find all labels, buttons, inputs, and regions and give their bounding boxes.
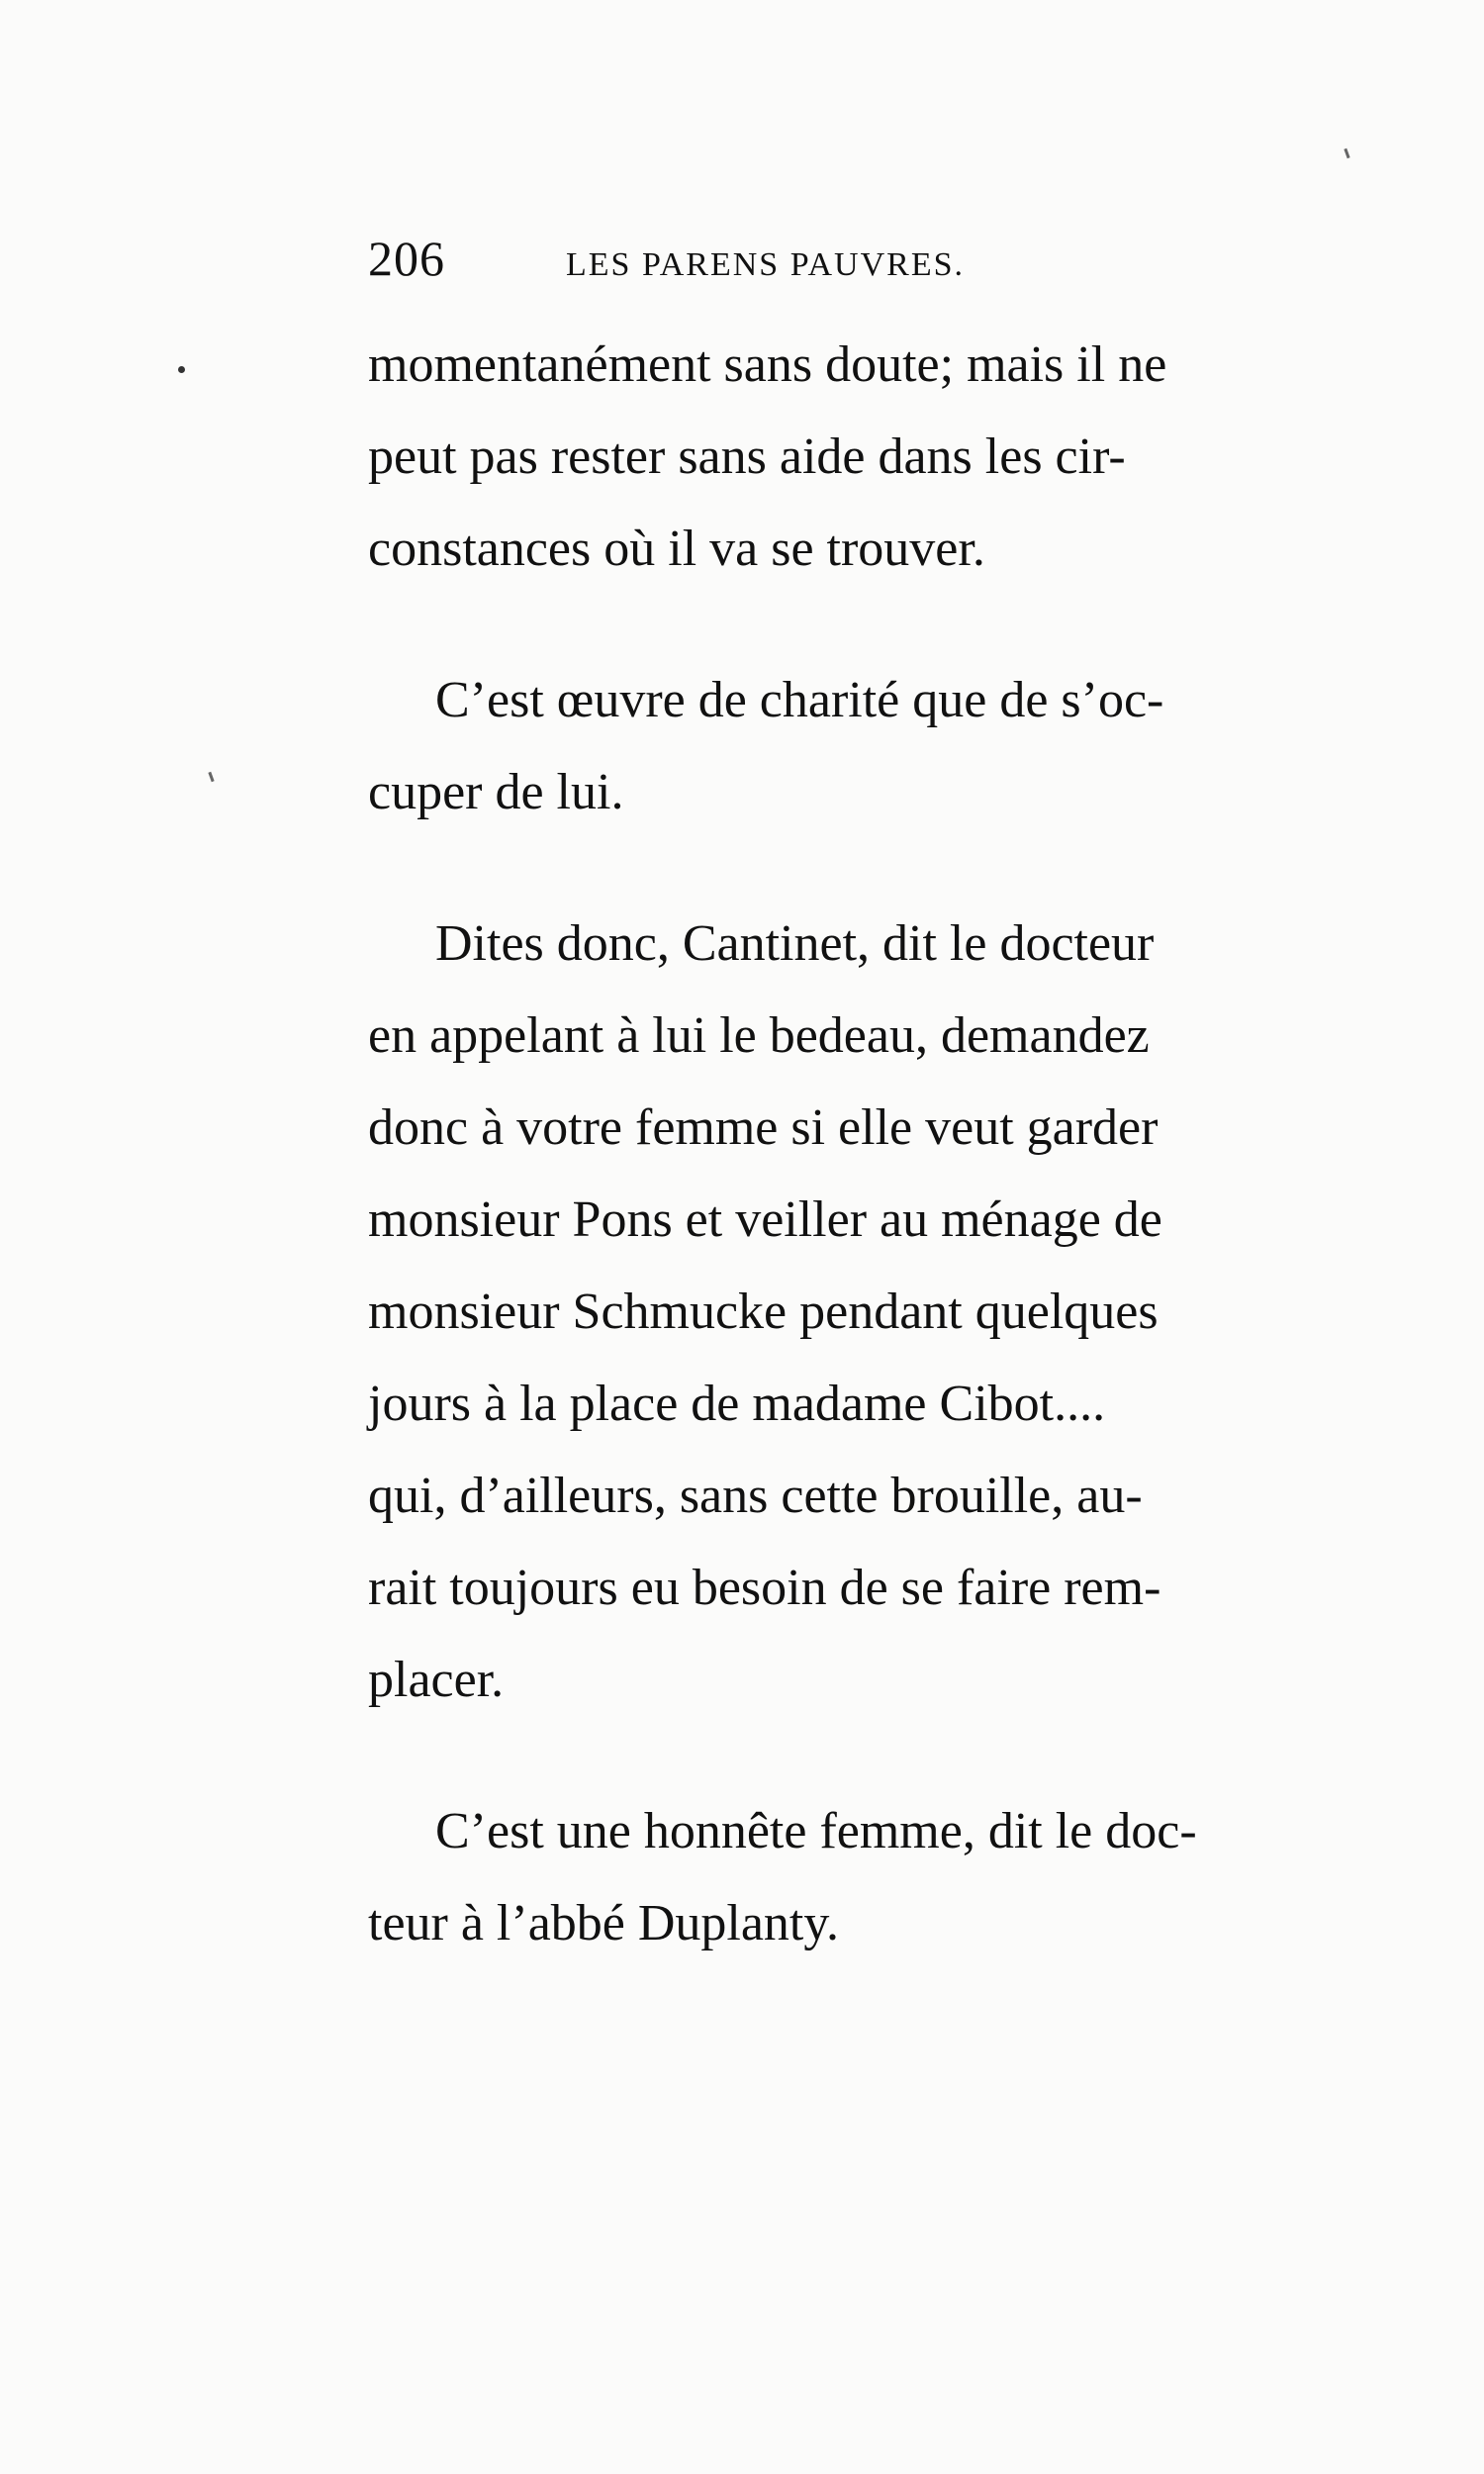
paragraph [368, 898, 1357, 1726]
text-line: jours à la place de madame Cibot.... [368, 1376, 1106, 1432]
text-line: donc à votre femme si elle veut garder [368, 1099, 1159, 1156]
text-line: peut pas rester sans aide dans les cir- [368, 428, 1126, 485]
text-line: C’est une honnête femme, dit le doc- [435, 1803, 1197, 1859]
margin-mark [208, 772, 214, 782]
running-head [368, 230, 1357, 299]
text-line: Dites donc, Cantinet, dit le docteur [435, 915, 1155, 972]
text-line: rait toujours eu besoin de se faire rem- [368, 1560, 1161, 1616]
text-line: momentanément sans doute; mais il ne [368, 336, 1167, 393]
text-line: teur à l’abbé Duplanty. [368, 1895, 839, 1951]
running-title: LES PARENS PAUVRES. [566, 246, 966, 283]
paragraph [368, 319, 1357, 595]
text-line: qui, d’ailleurs, sans cette brouille, au- [368, 1468, 1143, 1524]
page-number: 206 [368, 231, 445, 286]
paragraph [368, 1785, 1357, 1969]
text-line: placer. [368, 1652, 505, 1708]
margin-mark [1344, 148, 1349, 158]
text-line: en appelant à lui le bedeau, demandez [368, 1007, 1150, 1064]
paragraph [368, 654, 1357, 838]
margin-mark [178, 366, 185, 373]
text-line: C’est œuvre de charité que de s’oc- [435, 672, 1164, 728]
text-line: monsieur Schmucke pendant quelques [368, 1284, 1159, 1340]
text-block [368, 230, 1357, 1969]
text-line: cuper de lui. [368, 764, 624, 820]
text-line: monsieur Pons et veiller au ménage de [368, 1191, 1162, 1248]
text-line: constances où il va se trouver. [368, 521, 985, 577]
